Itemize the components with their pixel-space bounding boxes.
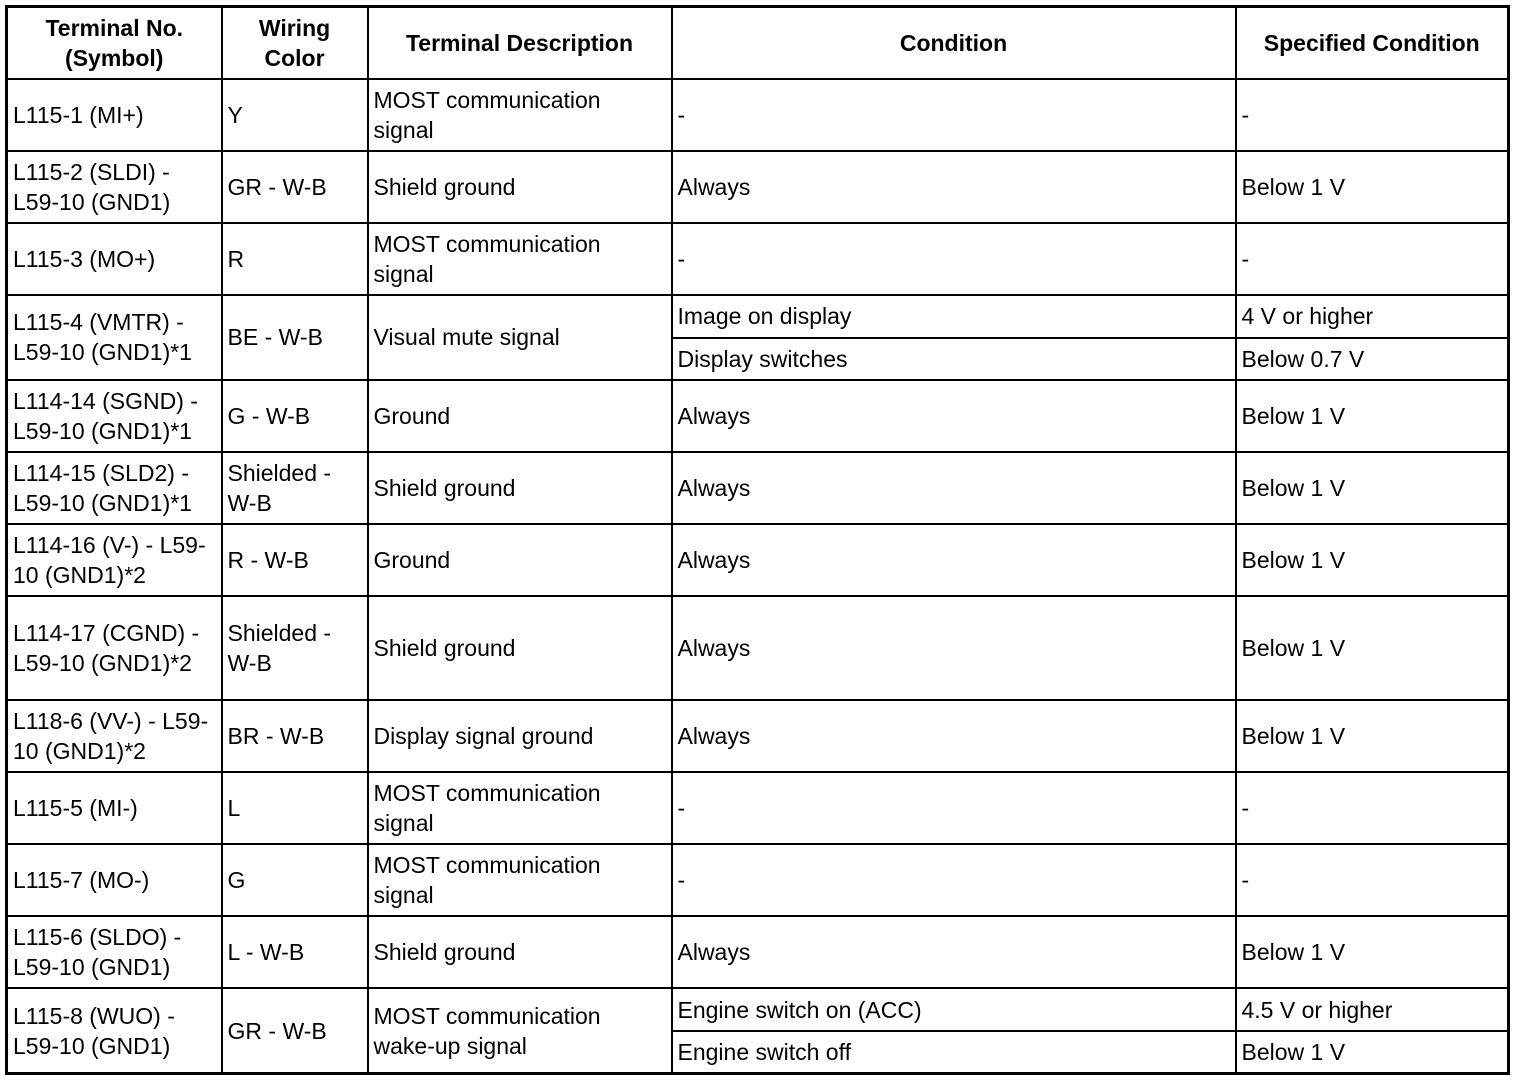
table-row: [7, 524, 1509, 596]
condition-cell: Always: [672, 524, 1236, 596]
description-cell: Shield ground: [368, 151, 672, 223]
terminal-spec-table: [5, 5, 1510, 1075]
header-terminal-description: Terminal Description: [368, 7, 672, 79]
terminal-cell: L115-8 (WUO) - L59-10 (GND1): [7, 988, 222, 1073]
wiring-color-cell: G - W-B: [222, 380, 368, 452]
description-cell: MOST communication signal: [368, 79, 672, 151]
table-row: [7, 700, 1509, 772]
header-specified-condition: Specified Condition: [1236, 7, 1509, 79]
table-row: [7, 844, 1509, 916]
terminal-cell: L115-5 (MI-): [7, 772, 222, 844]
terminal-cell: L114-15 (SLD2) - L59-10 (GND1)*1: [7, 452, 222, 524]
table-row: [7, 151, 1509, 223]
table-header-row: [7, 7, 1509, 79]
table-row: [7, 452, 1509, 524]
condition-cell: -: [672, 79, 1236, 151]
description-cell: Ground: [368, 524, 672, 596]
condition-cell: Always: [672, 380, 1236, 452]
specified-condition-cell: Below 1 V: [1236, 700, 1509, 772]
terminal-cell: L115-4 (VMTR) - L59-10 (GND1)*1: [7, 295, 222, 380]
terminal-cell: L115-6 (SLDO) - L59-10 (GND1): [7, 916, 222, 988]
condition-cell: -: [672, 223, 1236, 295]
header-terminal: Terminal No. (Symbol): [7, 7, 222, 79]
condition-cell: Always: [672, 596, 1236, 700]
description-cell: Visual mute signal: [368, 295, 672, 380]
wiring-color-cell: BR - W-B: [222, 700, 368, 772]
specified-condition-cell: 4 V or higher: [1236, 295, 1509, 338]
wiring-color-cell: Shielded - W-B: [222, 596, 368, 700]
description-cell: MOST communication wake-up signal: [368, 988, 672, 1073]
wiring-color-cell: BE - W-B: [222, 295, 368, 380]
condition-cell: Engine switch on (ACC): [672, 988, 1236, 1031]
description-cell: Shield ground: [368, 596, 672, 700]
terminal-cell: L114-14 (SGND) - L59-10 (GND1)*1: [7, 380, 222, 452]
table-row: [7, 916, 1509, 988]
terminal-cell: L118-6 (VV-) - L59-10 (GND1)*2: [7, 700, 222, 772]
description-cell: Display signal ground: [368, 700, 672, 772]
table-row: [7, 295, 1509, 338]
specified-condition-cell: -: [1236, 223, 1509, 295]
condition-cell: Always: [672, 452, 1236, 524]
table-row: [7, 596, 1509, 700]
terminal-cell: L114-16 (V-) - L59-10 (GND1)*2: [7, 524, 222, 596]
description-cell: Shield ground: [368, 452, 672, 524]
table-row: [7, 79, 1509, 151]
specified-condition-cell: -: [1236, 844, 1509, 916]
header-wiring-color: Wiring Color: [222, 7, 368, 79]
table-row: [7, 223, 1509, 295]
specified-condition-cell: Below 0.7 V: [1236, 338, 1509, 380]
specified-condition-cell: 4.5 V or higher: [1236, 988, 1509, 1031]
terminal-cell: L115-1 (MI+): [7, 79, 222, 151]
condition-cell: Always: [672, 700, 1236, 772]
specified-condition-cell: Below 1 V: [1236, 151, 1509, 223]
specified-condition-cell: Below 1 V: [1236, 916, 1509, 988]
wiring-color-cell: Shielded - W-B: [222, 452, 368, 524]
table-row: [7, 772, 1509, 844]
wiring-color-cell: L - W-B: [222, 916, 368, 988]
condition-cell: Always: [672, 151, 1236, 223]
terminal-cell: L114-17 (CGND) - L59-10 (GND1)*2: [7, 596, 222, 700]
wiring-color-cell: G: [222, 844, 368, 916]
description-cell: MOST communication signal: [368, 772, 672, 844]
specified-condition-cell: Below 1 V: [1236, 1031, 1509, 1073]
specified-condition-cell: -: [1236, 772, 1509, 844]
specified-condition-cell: -: [1236, 79, 1509, 151]
header-condition: Condition: [672, 7, 1236, 79]
condition-cell: -: [672, 844, 1236, 916]
description-cell: MOST communication signal: [368, 223, 672, 295]
terminal-cell: L115-2 (SLDI) - L59-10 (GND1): [7, 151, 222, 223]
wiring-color-cell: GR - W-B: [222, 151, 368, 223]
table-row: [7, 988, 1509, 1031]
specified-condition-cell: Below 1 V: [1236, 452, 1509, 524]
specified-condition-cell: Below 1 V: [1236, 596, 1509, 700]
wiring-color-cell: GR - W-B: [222, 988, 368, 1073]
description-cell: MOST communication signal: [368, 844, 672, 916]
condition-cell: Always: [672, 916, 1236, 988]
terminal-cell: L115-3 (MO+): [7, 223, 222, 295]
condition-cell: Image on display: [672, 295, 1236, 338]
condition-cell: -: [672, 772, 1236, 844]
condition-cell: Engine switch off: [672, 1031, 1236, 1073]
wiring-color-cell: R - W-B: [222, 524, 368, 596]
specified-condition-cell: Below 1 V: [1236, 524, 1509, 596]
wiring-color-cell: L: [222, 772, 368, 844]
terminal-cell: L115-7 (MO-): [7, 844, 222, 916]
description-cell: Shield ground: [368, 916, 672, 988]
wiring-color-cell: Y: [222, 79, 368, 151]
table-row: [7, 380, 1509, 452]
condition-cell: Display switches: [672, 338, 1236, 380]
specified-condition-cell: Below 1 V: [1236, 380, 1509, 452]
wiring-color-cell: R: [222, 223, 368, 295]
description-cell: Ground: [368, 380, 672, 452]
